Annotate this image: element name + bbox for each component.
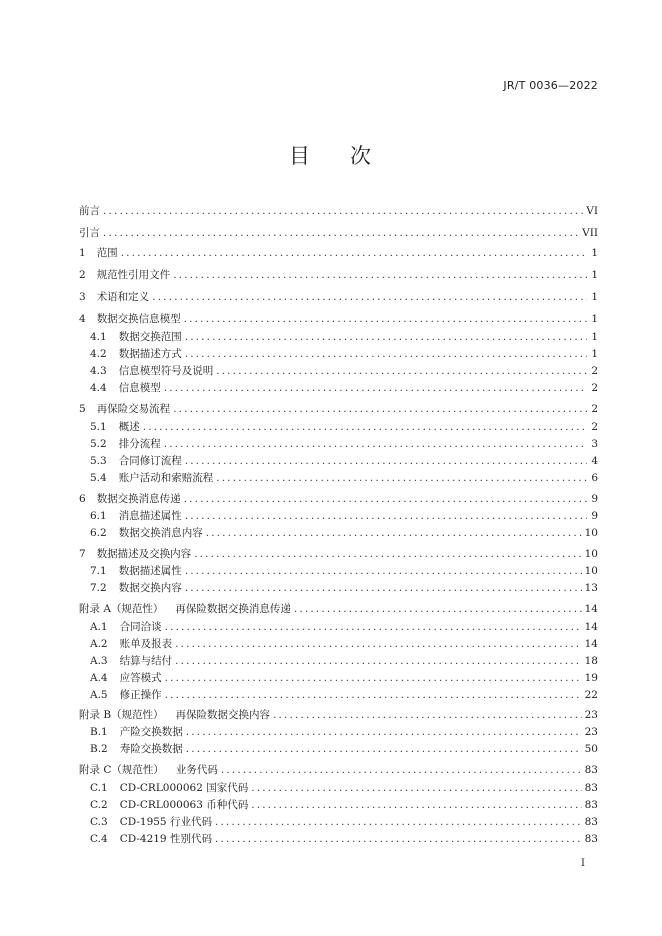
toc-entry-label: 规范性引用文件 [96, 269, 171, 281]
toc-leader-dots [164, 436, 587, 452]
toc-entry[interactable] [79, 311, 598, 327]
toc-entry-label: CD-1955 行业代码 [119, 816, 212, 828]
toc-entry-number: 7.2 [90, 582, 107, 594]
toc-entry-label: 合同修订流程 [118, 455, 182, 467]
toc-entry-label: 合同洽谈 [119, 621, 162, 633]
toc-entry-label: 产险交换数据 [119, 726, 183, 738]
toc-entry-number: 5.1 [90, 421, 107, 433]
toc-entry-page: 6 [591, 472, 598, 484]
toc-leader-dots [143, 419, 587, 435]
toc-entry[interactable] [79, 491, 598, 507]
toc-entry-page: 10 [584, 565, 598, 577]
toc-entry[interactable] [90, 670, 598, 686]
title-char-1: 目 [289, 144, 312, 168]
toc-leader-dots [185, 453, 587, 469]
toc-entry-number: 4 [79, 313, 86, 325]
toc-entry-page: 2 [591, 421, 598, 433]
toc-entry-number: A.3 [90, 655, 108, 667]
toc-entry-label: 数据描述及交换内容 [96, 548, 192, 560]
toc-entry[interactable] [90, 525, 598, 541]
toc-leader-dots [294, 601, 582, 617]
toc-entry-page: 1 [591, 269, 598, 281]
toc-entry-number: C.4 [90, 833, 108, 845]
toc-entry-page: 1 [591, 247, 598, 259]
toc-entry-number: 附录 C（规范性） [79, 764, 164, 776]
toc-entry-number: C.3 [90, 816, 108, 828]
toc-entry[interactable] [90, 653, 598, 669]
toc-entry-label: 数据交换消息传递 [96, 493, 181, 505]
toc-entry-number: 4.4 [90, 382, 107, 394]
toc-leader-dots [173, 401, 587, 417]
toc-entry-page: 4 [591, 455, 598, 467]
toc-leader-dots [152, 289, 587, 305]
toc-entry-page: 1 [591, 331, 598, 343]
toc-entry-page: 2 [591, 365, 598, 377]
toc-entry-label: 消息描述属性 [118, 510, 182, 522]
toc-entry-page: 83 [584, 782, 598, 794]
toc-entry-label: 寿险交换数据 [119, 743, 183, 755]
toc-entry-page: 83 [584, 799, 598, 811]
toc-leader-dots [175, 653, 582, 669]
toc-entry-number: 2 [79, 269, 86, 281]
toc-entry-page: 19 [584, 672, 598, 684]
toc-leader-dots [215, 831, 582, 847]
toc-entry[interactable] [90, 741, 598, 757]
toc-entry-page: 83 [584, 833, 598, 845]
toc-entry-number: 6.2 [90, 527, 107, 539]
toc-entry[interactable] [79, 289, 598, 305]
toc-entry-number: 4.3 [90, 365, 107, 377]
page-title [0, 140, 662, 170]
toc-entry-number: 1 [79, 247, 86, 259]
toc-entry-number: 6.1 [90, 510, 107, 522]
toc-entry-page: 22 [584, 689, 598, 701]
toc-leader-dots [206, 525, 582, 541]
toc-entry-label: 数据交换内容 [118, 582, 182, 594]
toc-entry-page: 83 [584, 816, 598, 828]
toc-entry-page: 14 [584, 638, 598, 650]
toc-entry-number: 5.4 [90, 472, 107, 484]
toc-entry-label: 概述 [118, 421, 140, 433]
toc-entry-label: 再保险数据交换内容 [175, 709, 271, 721]
toc-leader-dots [215, 814, 582, 830]
toc-entry-number: B.1 [90, 726, 108, 738]
toc-leader-dots [185, 329, 587, 345]
toc-entry[interactable] [79, 245, 598, 261]
toc-entry-page: 1 [591, 291, 598, 303]
toc-entry-page: 9 [591, 510, 598, 522]
toc-entry[interactable] [90, 619, 598, 635]
toc-entry-number: 5.3 [90, 455, 107, 467]
toc-entry-page: 50 [584, 743, 598, 755]
toc-entry[interactable] [79, 401, 598, 417]
toc-leader-dots [164, 380, 587, 396]
toc-entry[interactable] [90, 470, 598, 486]
toc-entry[interactable] [79, 762, 598, 778]
toc-leader-dots [251, 780, 581, 796]
toc-entry-label: CD-4219 性别代码 [119, 833, 212, 845]
toc-entry[interactable] [90, 580, 598, 596]
toc-entry-number: A.5 [90, 689, 108, 701]
toc-leader-dots [221, 762, 582, 778]
toc-entry-page: 1 [591, 313, 598, 325]
toc-entry-label: 数据交换范围 [118, 331, 182, 343]
footer-page-number: I [581, 858, 585, 869]
toc-entry-number: 5.2 [90, 438, 107, 450]
toc-entry[interactable] [79, 601, 598, 617]
toc-entry-page: VI [586, 205, 598, 217]
toc-entry-number: 4.2 [90, 348, 107, 360]
toc-entry[interactable] [90, 687, 598, 703]
toc-entry-page: 2 [591, 382, 598, 394]
toc-entry[interactable] [90, 453, 598, 469]
toc-leader-dots [186, 724, 582, 740]
toc-leader-dots [184, 311, 587, 327]
toc-entry-number: A.4 [90, 672, 108, 684]
toc-entry-label: 修正操作 [119, 689, 162, 701]
toc-entry-label: 数据描述方式 [118, 348, 182, 360]
toc-entry-label: 账单及报表 [119, 638, 173, 650]
toc-entry-number: 7 [79, 548, 86, 560]
toc-entry-page: 23 [584, 709, 598, 721]
toc-entry-number: 4.1 [90, 331, 107, 343]
toc-entry[interactable] [90, 780, 598, 796]
toc-leader-dots [121, 245, 587, 261]
toc-entry[interactable] [90, 363, 598, 379]
toc-entry-label: 数据交换信息模型 [96, 313, 181, 325]
toc-entry[interactable] [90, 436, 598, 452]
toc-entry-label: CD-CRL000062 国家代码 [119, 782, 249, 794]
toc-entry-page: 14 [584, 621, 598, 633]
toc-entry[interactable] [90, 508, 598, 524]
toc-leader-dots [184, 491, 587, 507]
toc-entry-page: 9 [591, 493, 598, 505]
toc-entry-label: 信息模型 [118, 382, 161, 394]
toc-entry[interactable] [90, 563, 598, 579]
toc-entry[interactable] [90, 724, 598, 740]
toc-entry[interactable] [79, 546, 598, 562]
toc-entry-number: 6 [79, 493, 86, 505]
toc-entry-number: 3 [79, 291, 86, 303]
toc-entry[interactable] [90, 380, 598, 396]
toc-entry-label: 结算与结付 [119, 655, 173, 667]
toc-entry-page: 18 [584, 655, 598, 667]
toc-entry-label: CD-CRL000063 币种代码 [119, 799, 249, 811]
toc-entry-label: 术语和定义 [96, 291, 150, 303]
toc-entry[interactable] [90, 346, 598, 362]
toc-entry[interactable] [79, 267, 598, 283]
toc-entry-number: 附录 A（规范性） [79, 603, 164, 615]
toc-entry-number: 7.1 [90, 565, 107, 577]
toc-entry-label: 信息模型符号及说明 [118, 365, 214, 377]
toc-leader-dots [185, 563, 582, 579]
toc-leader-dots [103, 203, 583, 219]
toc-entry-page: 2 [591, 403, 598, 415]
toc-entry-label: 再保险数据交换消息传递 [175, 603, 291, 615]
toc-entry-page: 23 [584, 726, 598, 738]
toc-leader-dots [103, 225, 579, 241]
toc-leader-dots [185, 580, 582, 596]
toc-entry-label: 业务代码 [175, 764, 218, 776]
toc-entry[interactable] [79, 203, 598, 219]
toc-entry-page: 10 [584, 527, 598, 539]
toc-leader-dots [185, 508, 587, 524]
toc-leader-dots [251, 797, 581, 813]
toc-entry-label: 账户活动和索赔流程 [118, 472, 214, 484]
toc-entry-label: 引言 [79, 227, 100, 239]
toc-entry-page: 1 [591, 348, 598, 360]
toc-entry[interactable] [90, 797, 598, 813]
toc-entry[interactable] [90, 831, 598, 847]
standard-code: JR/T 0036—2022 [503, 79, 598, 92]
toc-entry-page: 13 [584, 582, 598, 594]
toc-entry-label: 范围 [96, 247, 118, 259]
toc-entry[interactable] [79, 225, 598, 241]
toc-entry-label: 数据交换消息内容 [118, 527, 203, 539]
toc-leader-dots [173, 267, 587, 283]
toc-entry-page: 83 [584, 764, 598, 776]
toc-leader-dots [165, 619, 582, 635]
toc-entry-label: 排分流程 [118, 438, 161, 450]
toc-leader-dots [165, 670, 582, 686]
toc-entry[interactable] [79, 707, 598, 723]
toc-entry-page: VII [582, 227, 598, 239]
toc-leader-dots [194, 546, 581, 562]
toc-leader-dots [216, 470, 587, 486]
toc-leader-dots [185, 346, 587, 362]
toc-entry-page: 10 [584, 548, 598, 560]
toc-entry-label: 应答模式 [119, 672, 162, 684]
toc-entry-number: 附录 B（规范性） [79, 709, 164, 721]
toc-entry[interactable] [90, 419, 598, 435]
toc-entry[interactable] [90, 814, 598, 830]
toc-entry-number: 5 [79, 403, 86, 415]
toc-entry-label: 再保险交易流程 [96, 403, 171, 415]
toc-entry-page: 14 [584, 603, 598, 615]
toc-entry-number: B.2 [90, 743, 108, 755]
title-char-2: 次 [350, 144, 373, 168]
toc-entry[interactable] [90, 329, 598, 345]
toc-entry[interactable] [90, 636, 598, 652]
toc-entry-number: C.1 [90, 782, 108, 794]
toc-leader-dots [165, 687, 582, 703]
toc-leader-dots [216, 363, 587, 379]
toc-entry-label: 数据描述属性 [118, 565, 182, 577]
toc-leader-dots [273, 707, 582, 723]
toc-entry-number: A.2 [90, 638, 108, 650]
toc-entry-number: A.1 [90, 621, 108, 633]
toc-leader-dots [175, 636, 582, 652]
toc-entry-page: 3 [591, 438, 598, 450]
toc-leader-dots [186, 741, 582, 757]
toc-entry-number: C.2 [90, 799, 108, 811]
toc-entry-label: 前言 [79, 205, 100, 217]
